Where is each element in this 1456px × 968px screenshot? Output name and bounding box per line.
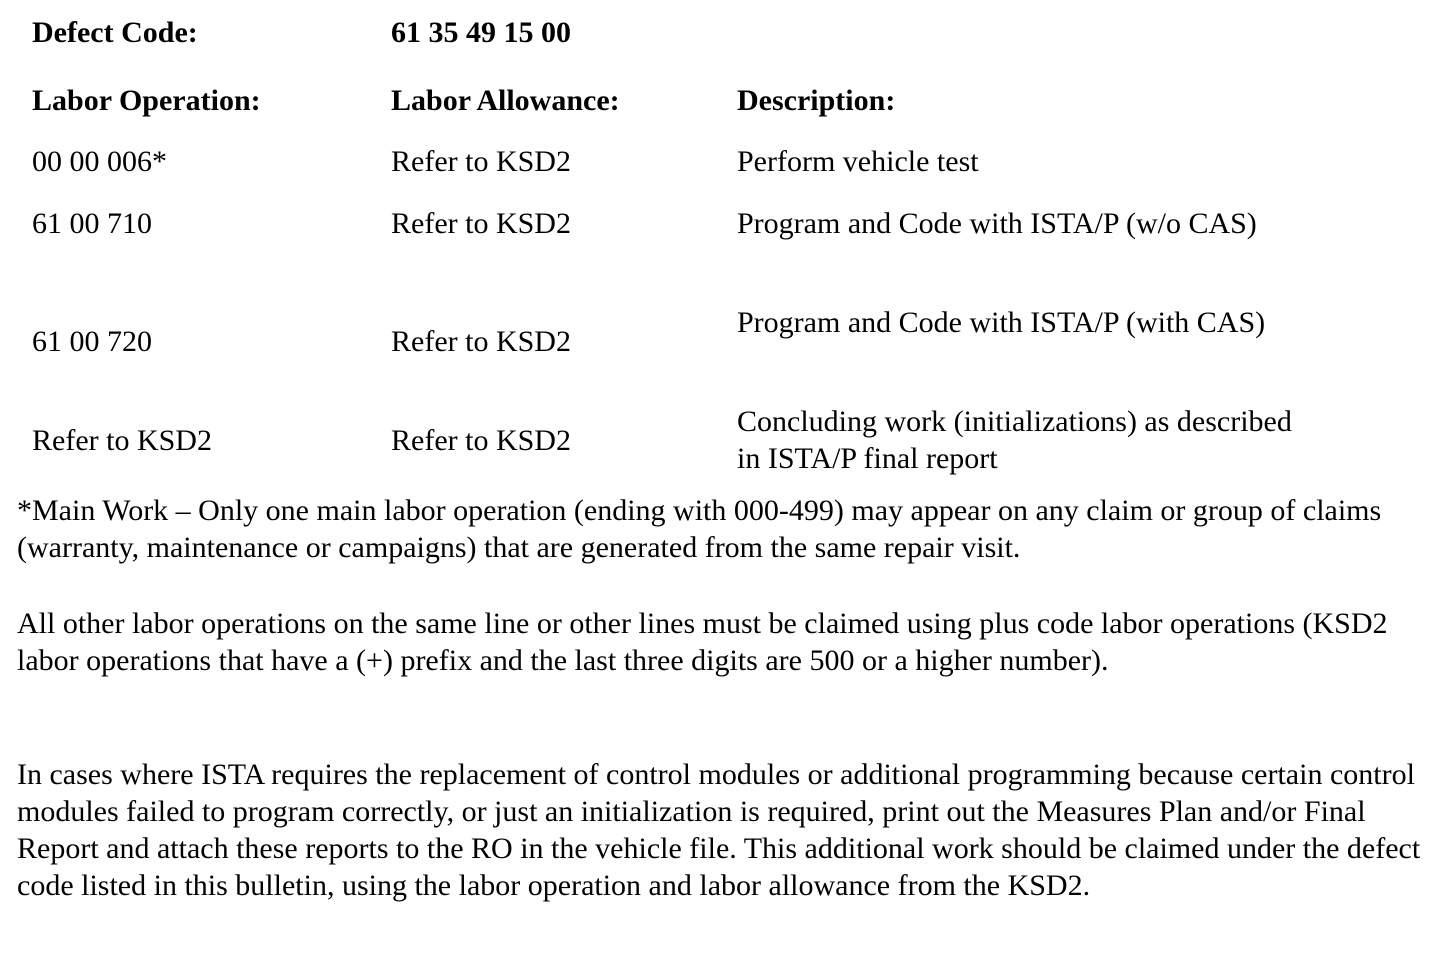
header-description: Description: bbox=[737, 84, 896, 117]
defect-code-value: 61 35 49 15 00 bbox=[391, 16, 571, 49]
row-2-labor-operation: 61 00 710 bbox=[32, 207, 152, 240]
defect-code-label: Defect Code: bbox=[32, 16, 198, 49]
header-labor-operation: Labor Operation: bbox=[32, 84, 261, 117]
note-plus-code: All other labor operations on the same line or other lines must be claimed using plus code labor operations (KSD2 labor operations that have a (+) prefix and the last three digits are 500 or a higher number). bbox=[17, 607, 1388, 677]
note-main-work: *Main Work – Only one main labor operation (ending with 000-499) may appear on any claim or group of claims (warranty, maintenance or campaigns) that are generated from the same repair visit. bbox=[17, 494, 1382, 564]
row-2-labor-allowance: Refer to KSD2 bbox=[391, 207, 571, 240]
header-labor-allowance: Labor Allowance: bbox=[391, 84, 620, 117]
row-1-description: Perform vehicle test bbox=[737, 145, 979, 178]
note-ista-replacement: In cases where ISTA requires the replacement of control modules or additional programming because certain control modules failed to program correctly, or just an initialization is required, print out the Measures Plan and/or Final Report and attach these reports to the RO in the vehicle file. This additional work should be claimed under the defect code listed in this bulletin, using the labor operation and labor allowance from the KSD2. bbox=[17, 758, 1421, 902]
row-2-description: Program and Code with ISTA/P (w/o CAS) bbox=[737, 207, 1257, 240]
row-4-description: Concluding work (initializations) as described in ISTA/P final report bbox=[737, 405, 1292, 475]
row-1-labor-allowance: Refer to KSD2 bbox=[391, 145, 571, 178]
row-3-labor-operation: 61 00 720 bbox=[32, 325, 152, 358]
row-3-description: Program and Code with ISTA/P (with CAS) bbox=[737, 306, 1266, 339]
row-4-labor-operation: Refer to KSD2 bbox=[32, 424, 212, 457]
row-4-labor-allowance: Refer to KSD2 bbox=[391, 424, 571, 457]
row-1-labor-operation: 00 00 006* bbox=[32, 145, 167, 178]
row-3-labor-allowance: Refer to KSD2 bbox=[391, 325, 571, 358]
